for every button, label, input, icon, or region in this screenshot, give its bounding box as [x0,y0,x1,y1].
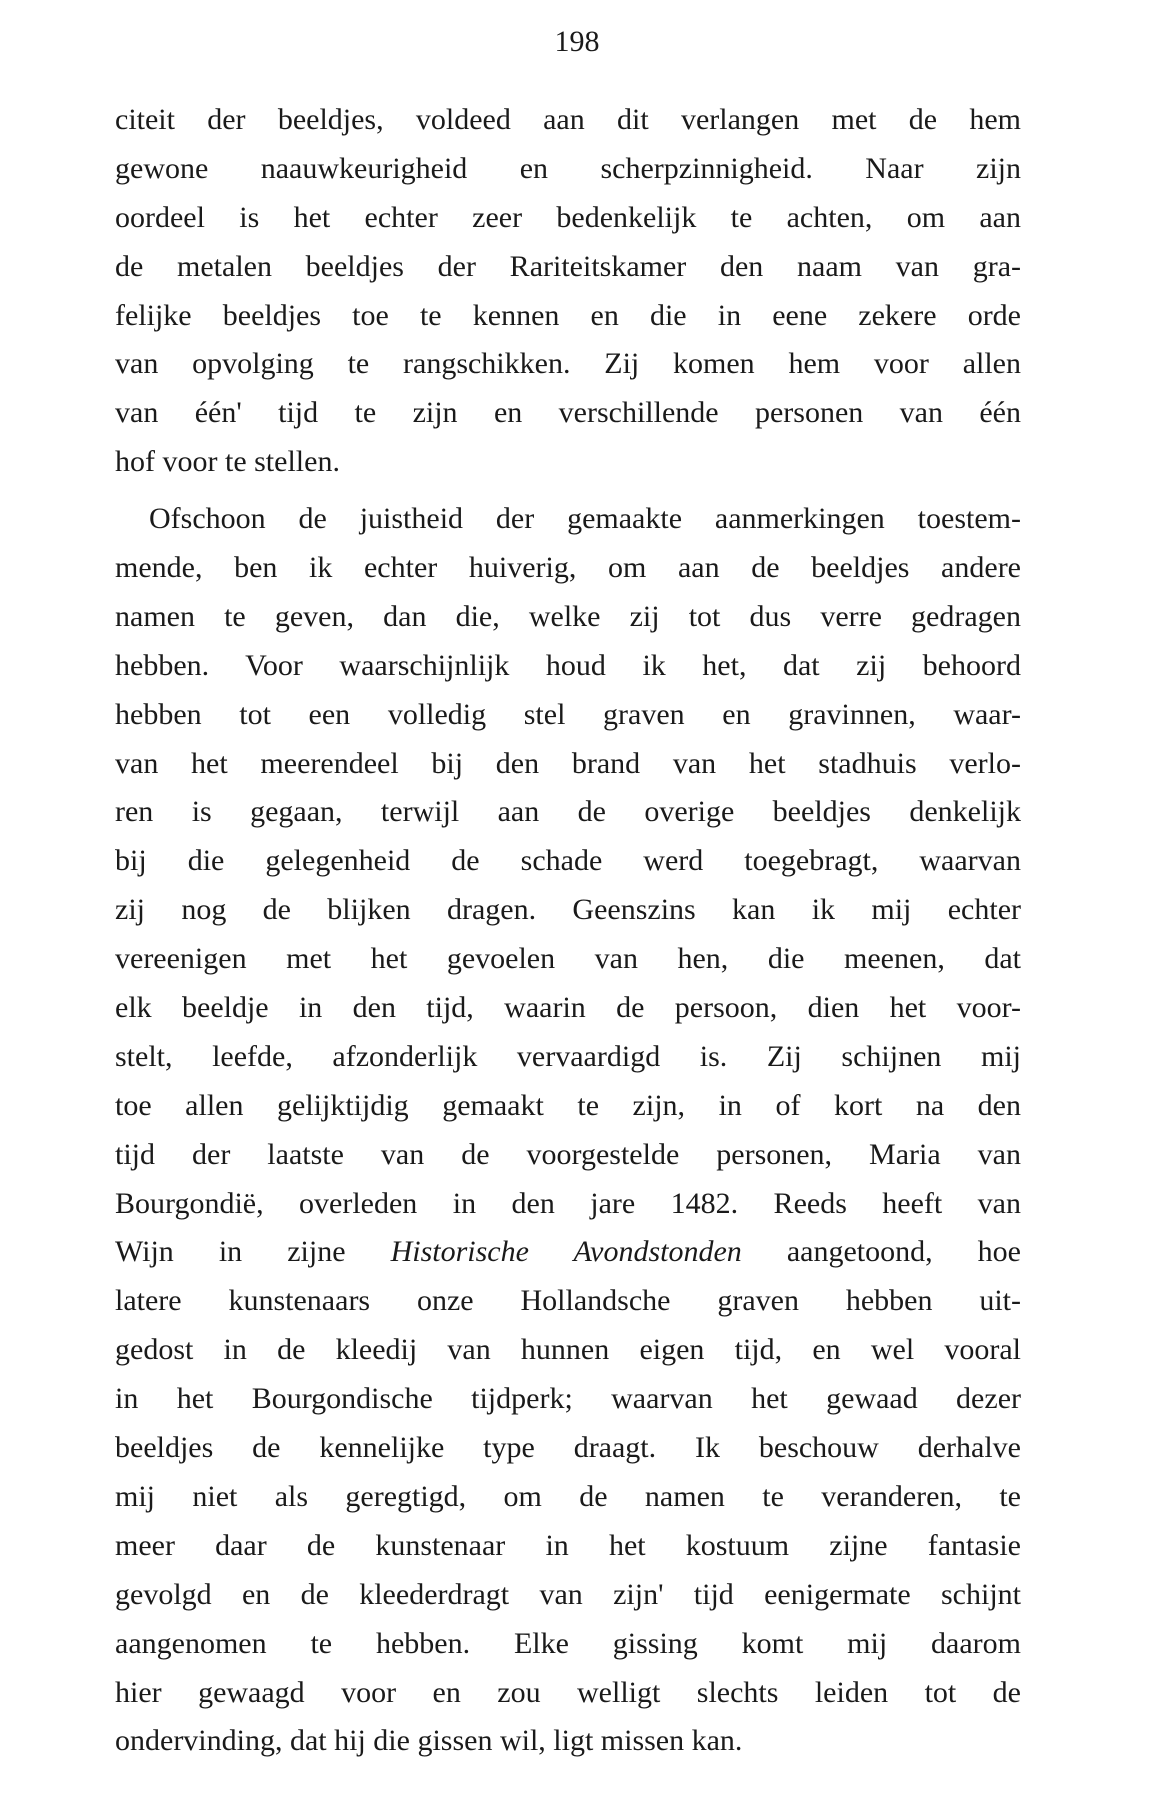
text-line: hier gewaagd voor en zou welligt slechts leiden tot de [115,1675,1021,1709]
text-line: meer daar de kunstenaar in het kostuum zijne fantasie [115,1528,1021,1562]
text-line: aangenomen te hebben. Elke gissing komt mij daarom [115,1626,1021,1660]
text-line: toe allen gelijktijdig gemaakt te zijn, in of kort na den [115,1088,1021,1122]
text-line: oordeel is het echter zeer bedenkelijk te achten, om aan [115,200,1021,234]
text-line: felijke beeldjes toe te kennen en die in eene zekere orde [115,298,1021,332]
text-line: bij die gelegenheid de schade werd toegebragt, waarvan [115,844,1021,878]
text-line: elk beeldje in den tijd, waarin de persoon, dien het voor- [115,991,1021,1025]
text-line: in het Bourgondische tijdperk; waarvan het gewaad dezer [115,1382,1021,1416]
text-line: van één' tijd te zijn en verschillende personen van één [115,396,1021,430]
text-line: gewone naauwkeurigheid en scherpzinnigheid. Naar zijn [115,151,1021,185]
text-segment: aangetoond, hoe [741,1235,1021,1269]
paragraph-gap [115,487,1021,495]
text-line: gevolgd en de kleederdragt van zijn' tijd eenigermate schijnt [115,1577,1021,1611]
text-line: hof voor te stellen. [115,445,340,479]
text-line: vereenigen met het gevoelen van hen, die meenen, dat [115,942,1021,976]
text-line: van opvolging te rangschikken. Zij komen hem voor allen [115,347,1021,381]
italic-book-title: Historische Avondstonden [390,1235,742,1269]
text-line: tijd der laatste van de voorgestelde personen, Maria van [115,1137,1021,1171]
text-line: hebben tot een volledig stel graven en gravinnen, waar- [115,697,1021,731]
text-line: Ofschoon de juistheid der gemaakte aanmerkingen toestem- [149,502,1021,536]
text-line: hebben. Voor waarschijnlijk houd ik het, dat zij behoord [115,648,1021,682]
text-line: stelt, leefde, afzonderlijk vervaardigd is. Zij schijnen mij [115,1039,1021,1073]
text-line: mij niet als geregtigd, om de namen te veranderen, te [115,1479,1021,1513]
text-line: namen te geven, dan die, welke zij tot dus verre gedragen [115,599,1021,633]
text-line: gedost in de kleedij van hunnen eigen tijd, en wel vooral [115,1333,1021,1367]
page-number: 198 [554,25,600,58]
text-line [115,1228,1021,1277]
text-line: de metalen beeldjes der Rariteitskamer den naam van gra- [115,249,1021,283]
text-line: ondervinding, dat hij die gissen wil, ligt missen kan. [115,1724,743,1758]
text-line: mende, ben ik echter huiverig, om aan de beeldjes andere [115,551,1021,585]
text-line: ren is gegaan, terwijl aan de overige beeldjes denkelijk [115,795,1021,829]
text-line: Bourgondië, overleden in den jare 1482. Reeds heeft van [115,1186,1021,1220]
page-body [115,96,1021,1766]
text-line: beeldjes de kennelijke type draagt. Ik beschouw derhalve [115,1431,1021,1465]
text-line: citeit der beeldjes, voldeed aan dit verlangen met de hem [115,103,1021,136]
text-line: latere kunstenaars onze Hollandsche graven hebben uit- [115,1284,1021,1318]
text-line: van het meerendeel bij den brand van het stadhuis verlo- [115,746,1021,780]
text-line: zij nog de blijken dragen. Geenszins kan ik mij echter [115,893,1021,927]
text-segment: Wijn in zijne [115,1235,391,1269]
